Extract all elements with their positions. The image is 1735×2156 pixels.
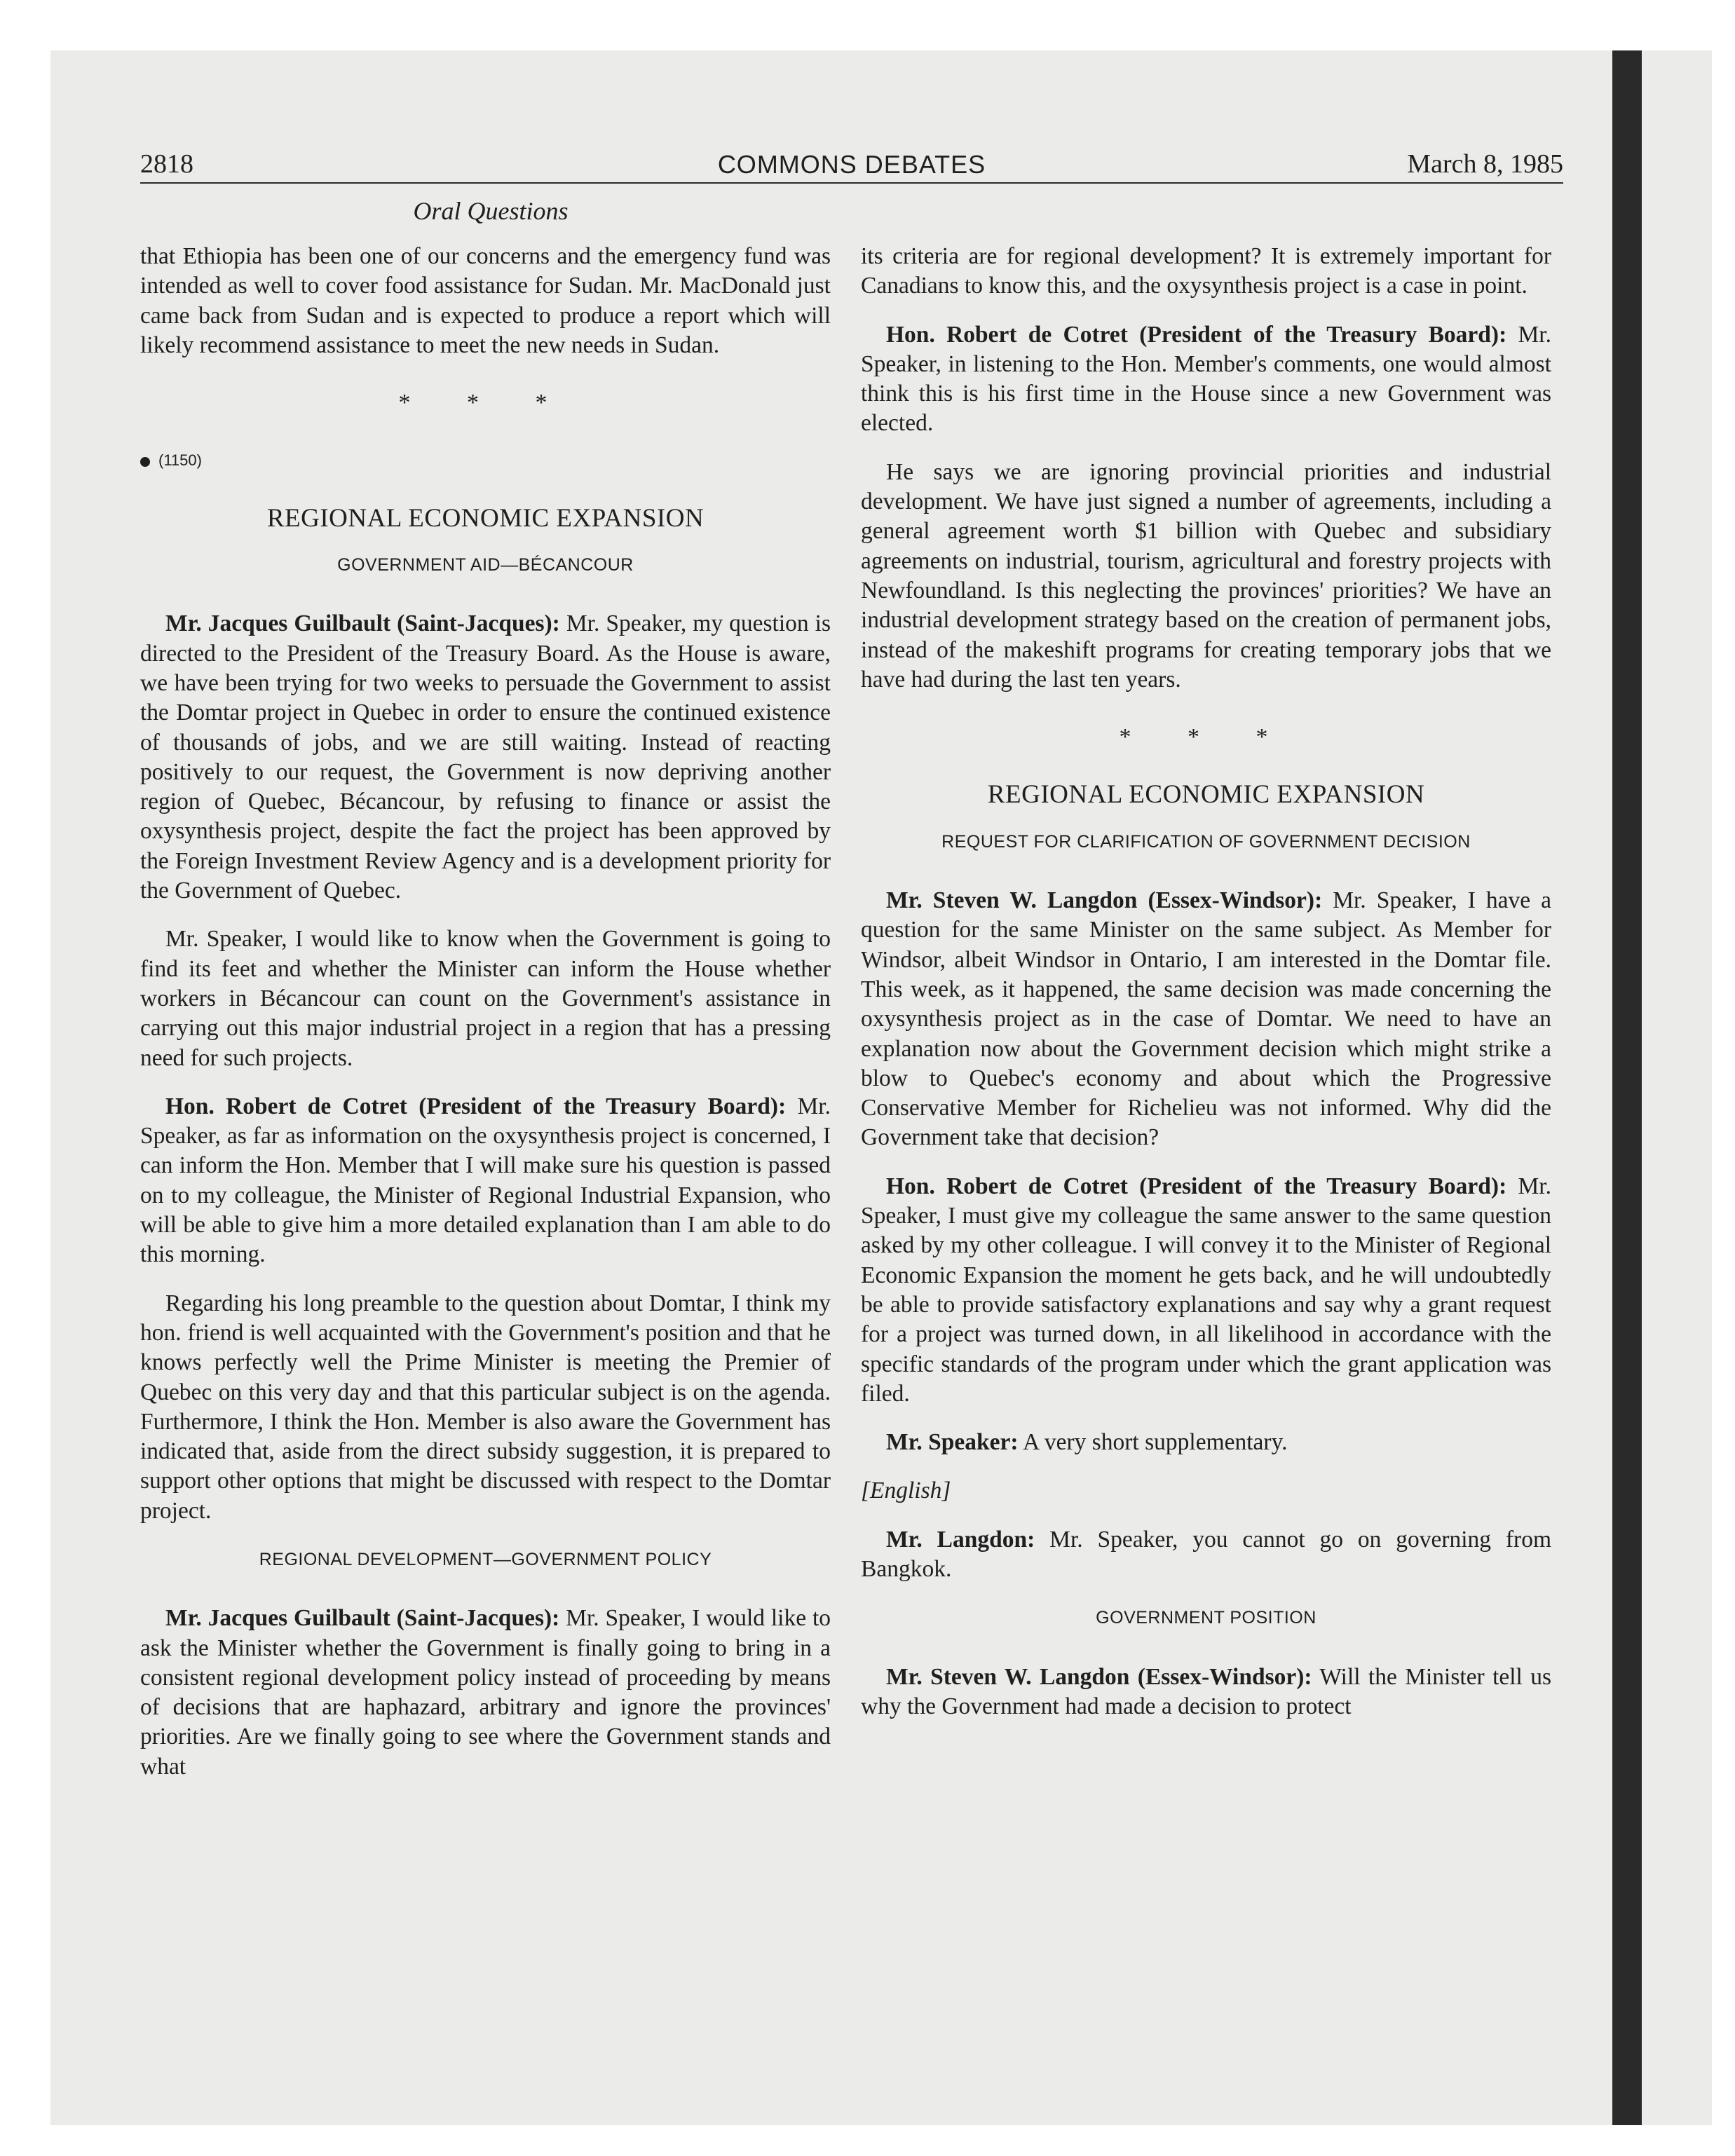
speech-text: Mr. Speaker, I must give my colleague the same answer to the same question asked by my other colleague. I will convey it to the Minister of Regional Economic Expansion the moment he gets back, and he will undoubtedly be able to provide satisfactory explanations and say why a grant request for a project was turned down, in all likelihood in accordance with the specific standards of the program under which the grant application was filed. — [861, 1173, 1551, 1407]
speech-paragraph — [861, 1525, 1551, 1585]
speaker-name: Mr. Jacques Guilbault (Saint-Jacques): — [165, 1605, 560, 1632]
speaker-name: Hon. Robert de Cotret (President of the Treasury Board): — [165, 1093, 787, 1119]
publication-title: COMMONS DEBATES — [717, 150, 986, 179]
speech-text: Mr. Speaker, I have a question for the same Minister on the same subject. As Member for Windsor, albeit Windsor in Ontario, I am interested in the Domtar file. This week, as it happened, the same decision was made concerning the oxysynthesis project as in the case of Domtar. We need to have an explanation now about the Government decision which might strike a blow to Quebec's economy and about which the Progressive Conservative Member for Richelieu was not informed. Why did the Government take that decision? — [861, 887, 1552, 1151]
paragraph: that Ethiopia has been one of our concerns and the emergency fund was intended as well to cover food assistance for Sudan. Mr. MacDonald just came back from Sudan and is expected to produce a report which will likely recommend assistance to meet the new needs in Sudan. — [140, 243, 831, 358]
section-break-stars: * * * — [398, 390, 573, 416]
speech-text: A very short supplementary. — [1023, 1429, 1288, 1456]
section-break-stars: * * * — [1119, 724, 1293, 751]
speech-text: Mr. Speaker, I would like to ask the Minister whether the Government is finally going to bring in a consistent regional development policy instead of proceeding by means of decisions that are haphazard, arbitrary and ignore the provinces' priorities. Are we finally going to see where the Government stands and what — [140, 1605, 831, 1780]
subheading: GOVERNMENT AID—BÉCANCOUR — [337, 555, 634, 575]
speech-text: Mr. Speaker, as far as information on the oxysynthesis project is concerned, I can inform the Hon. Member that I will make sure his question is passed on to my colleague, the Minister of Regional Industrial Expansion, who will be able to give him a more detailed explanation than I am able to do this morning. — [140, 1093, 831, 1268]
paragraph: He says we are ignoring provincial priorities and industrial development. We have just signed a number of agreements, including a general agreement worth $1 billion with Quebec and subsidiary agreements on industrial, tourism, agricultural and forestry projects with Newfoundland. Is this neglecting the provinces' priorities? We have an industrial development strategy based on the creation of permanent jobs, instead of the makeshift programs for creating temporary jobs that we have had during the last ten years. — [861, 458, 1551, 692]
speaker-name: Mr. Steven W. Langdon (Essex-Windsor): — [886, 1663, 1312, 1690]
publication-date: March 8, 1985 — [1407, 149, 1563, 179]
speech-paragraph — [861, 1428, 1551, 1457]
section-label: Oral Questions — [413, 197, 569, 225]
bullet-icon — [140, 457, 150, 467]
speaker-name: Mr. Jacques Guilbault (Saint-Jacques): — [165, 610, 560, 637]
language-marker: [English] — [861, 1478, 951, 1504]
speech-paragraph — [140, 1092, 831, 1270]
speech-text: Will the Minister tell us why the Government had made a decision to protect — [861, 1663, 1552, 1719]
running-header — [140, 147, 1563, 184]
speaker-name: Mr. Langdon: — [886, 1526, 1035, 1553]
speech-paragraph — [861, 320, 1551, 439]
paragraph: Regarding his long preamble to the question about Domtar, I think my hon. friend is well acquainted with the Government's position and that he knows perfectly well the Prime Minister is meeting the Premier of Quebec on this very day and that this particular subject is on the agenda. Furthermore, I think the Hon. Member is also aware the Government has indicated that, aside from the direct subsidy suggestion, it is prepared to support other options that might be discussed with respect to the Domtar project. — [140, 1290, 831, 1524]
subheading: GOVERNMENT POSITION — [1096, 1608, 1316, 1628]
subheading: REGIONAL DEVELOPMENT—GOVERNMENT POLICY — [259, 1549, 712, 1569]
speaker-name: Hon. Robert de Cotret (President of the Treasury Board): — [886, 1173, 1507, 1199]
speaker-name: Mr. Steven W. Langdon (Essex-Windsor): — [886, 887, 1323, 914]
time-marker-text: (1150) — [158, 451, 202, 470]
page-number: 2818 — [140, 149, 193, 179]
speech-text: Mr. Speaker, in listening to the Hon. Member's comments, one would almost think this is his first time in the House since a new Government was elected. — [861, 321, 1551, 437]
speech-paragraph — [861, 1663, 1551, 1722]
speaker-name: Mr. Speaker: — [886, 1429, 1019, 1456]
time-marker — [140, 446, 831, 475]
section-heading: REGIONAL ECONOMIC EXPANSION — [266, 503, 705, 533]
speech-text: Mr. Speaker, my question is directed to the President of the Treasury Board. As the House is aware, we have been trying for two weeks to persuade the Government to assist the Domtar project in Quebec in order to ensure the continued existence of thousands of jobs, and we are still waiting. Instead of reacting positively to our request, the Government is now depriving another region of Quebec, Bécancour, by refusing to finance or assist the oxysynthesis project, despite the fact the project has been approved by the Foreign Investment Review Agency and is a development priority for the Government of Quebec. — [140, 610, 831, 904]
paragraph: Mr. Speaker, I would like to know when the Government is going to find its feet and whether the Minister can inform the House whether workers in Bécancour can count on the Government's assistance in carrying out this major industrial project in a region that has a pressing need for such projects. — [140, 926, 831, 1071]
speech-paragraph — [140, 1604, 831, 1782]
speech-paragraph — [861, 886, 1551, 1153]
speech-paragraph — [140, 609, 831, 906]
paragraph: its criteria are for regional development? It is extremely important for Canadians to know this, and the oxysynthesis project is a case in point. — [861, 243, 1551, 299]
speech-paragraph — [861, 1172, 1551, 1409]
speech-text: Mr. Speaker, you cannot go on governing from Bangkok. — [861, 1526, 1552, 1582]
scan-edge-shadow — [1612, 50, 1642, 2125]
subheading: REQUEST FOR CLARIFICATION OF GOVERNMENT DECISION — [941, 831, 1471, 852]
right-column — [861, 242, 1551, 1740]
section-heading: REGIONAL ECONOMIC EXPANSION — [987, 780, 1425, 810]
speaker-name: Hon. Robert de Cotret (President of the Treasury Board): — [886, 321, 1507, 348]
left-column — [140, 242, 831, 1801]
